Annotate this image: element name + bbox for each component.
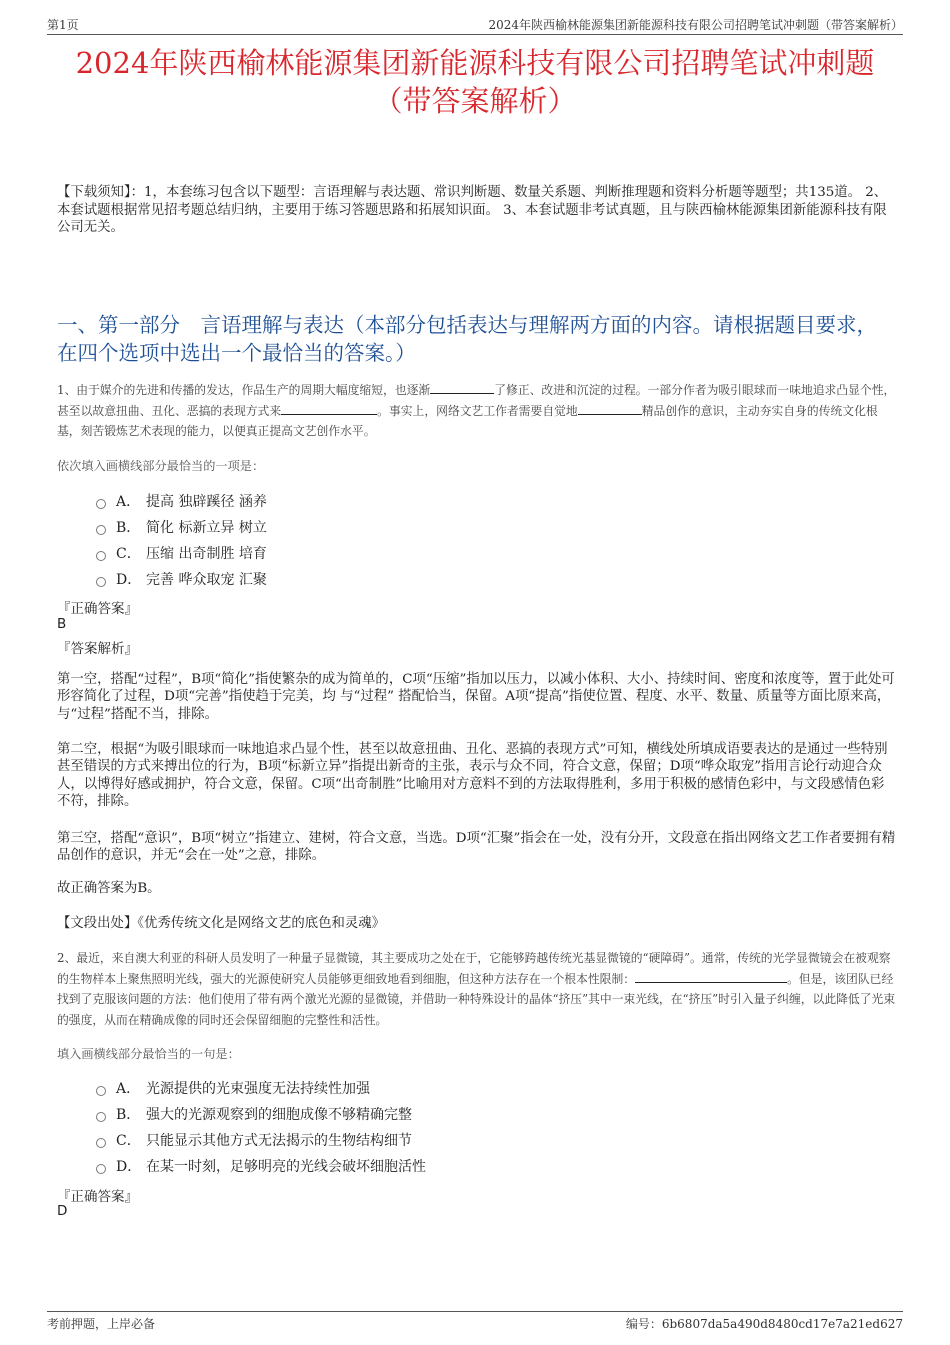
blank-q2 bbox=[635, 970, 787, 983]
radio-icon[interactable] bbox=[96, 1112, 106, 1122]
page-footer bbox=[47, 1311, 903, 1334]
option-d[interactable]: D． 在某一时刻，足够明亮的光线会破坏细胞活性 bbox=[96, 1153, 426, 1179]
option-b[interactable]: B． 强大的光源观察到的细胞成像不够精确完整 bbox=[96, 1101, 426, 1127]
question-2-text: 2、最近，来自澳大利亚的科研人员发明了一种量子显微镜，其主要成功之处在于，它能够跨越传统光基显微镜的“硬障碍”。通常，传统的光学显微镜会在被观察的生物样本上聚焦照明光线，强大的光源使研究人员能够更细致地看到细胞，但这种方法存在一个根本性限制： 。但是，该团队已经找到了克服该问题的方法：他们使用了带有两个激光光源的显微镜，并借助一种特殊设计的晶体“挤压”其中一束光线，在“挤压”时引入量子纠缠，以此降低了光束的强度，从而在精确成像的同时还会保留细胞的完整性和活性。 bbox=[57, 951, 896, 1027]
title-line-1: 2024年陕西榆林能源集团新能源科技有限公司招聘笔试冲刺题 bbox=[75, 46, 875, 80]
question-1-prompt: 依次填入画横线部分最恰当的一项是： bbox=[57, 459, 265, 473]
question-1-options bbox=[96, 488, 267, 592]
analysis-label: 『答案解析』 bbox=[57, 641, 138, 657]
option-c[interactable]: C． 只能显示其他方式无法揭示的生物结构细节 bbox=[96, 1127, 426, 1153]
section-heading: 一、第一部分 言语理解与表达（本部分包括表达与理解两方面的内容。请根据题目要求，在四个选项中选出一个最恰当的答案。） bbox=[57, 313, 877, 365]
analysis-paragraph-3: 第三空，搭配“意识”，B项“树立”指建立、建树，符合文意，当选。D项“汇聚”指会在一处，没有分开，文段意在指出网络文艺工作者要拥有精品创作的意识，并无“会在一处”之意，排除。 bbox=[57, 831, 896, 864]
answer-label: 『正确答案』 bbox=[57, 601, 138, 617]
header-doc-title: 2024年陕西榆林能源集团新能源科技有限公司招聘笔试冲刺题（带答案解析） bbox=[488, 18, 903, 32]
blank-3 bbox=[578, 402, 642, 415]
radio-icon[interactable] bbox=[96, 1086, 106, 1096]
analysis-paragraph-1: 第一空，搭配“过程”，B项“简化”指使繁杂的成为简单的，C项“压缩”指加以压力，以减小体积、大小、持续时间、密度和浓度等，置于此处可形容简化了过程，D项“完善”指使趋于完美，均 与“过程” 搭配恰当，保留。A项“提高”指使位置、程度、水平、数量、质量等方面比原来高，与“过程”搭配不当，排除。 bbox=[57, 672, 895, 722]
footer-slogan: 考前押题，上岸必备 bbox=[47, 1317, 156, 1331]
download-notice: 【下载须知】：1，本套练习包含以下题型：言语理解与表达题、常识判断题、数量关系题、判断推理题和资料分析题等题型；共135道。 2、本套试题根据常见招考题总结归纳，主要用于练习答题思路和拓展知识面。 3、本套试题非考试真题，且与陕西榆林能源集团新能源科技有限公司无关。 bbox=[57, 185, 888, 235]
analysis-conclusion: 故正确答案为B。 bbox=[57, 881, 161, 896]
answer-label: 『正确答案』 bbox=[57, 1189, 138, 1205]
blank-1 bbox=[430, 381, 494, 394]
footer-serial: 编号：6b6807da5a490d8480cd17e7a21ed627 bbox=[625, 1317, 903, 1331]
page-title bbox=[40, 44, 910, 120]
radio-icon[interactable] bbox=[96, 525, 106, 535]
radio-icon[interactable] bbox=[96, 1138, 106, 1148]
analysis-paragraph-2: 第二空，根据“为吸引眼球而一味地追求凸显个性，甚至以故意扭曲、丑化、恶搞的表现方式”可知，横线处所填成语要表达的是通过一些特别甚至错误的方式来搏出位的行为，B项“标新立异”指提出新奇的主张，表示与众不同，符合文意，保留；D项“哗众取宠”指用言论行动迎合众人，以博得好感或拥护，符合文意，保留。C项“出奇制胜”比喻用对方意料不到的方法取得胜利，多用于积极的感情色彩中，与文段感情色彩不符，排除。 bbox=[57, 742, 888, 810]
blank-2 bbox=[281, 402, 377, 415]
radio-icon[interactable] bbox=[96, 1164, 106, 1174]
page-number: 第1页 bbox=[47, 18, 79, 32]
radio-icon[interactable] bbox=[96, 551, 106, 561]
question-2-options bbox=[96, 1075, 426, 1179]
source-note: 【文段出处】《优秀传统文化是网络文艺的底色和灵魂》 bbox=[57, 916, 386, 931]
question-2-prompt: 填入画横线部分最恰当的一句是： bbox=[57, 1047, 240, 1061]
option-a[interactable]: A． 光源提供的光束强度无法持续性加强 bbox=[96, 1075, 426, 1101]
radio-icon[interactable] bbox=[96, 577, 106, 587]
radio-icon[interactable] bbox=[96, 499, 106, 509]
page-header bbox=[47, 14, 903, 35]
option-b[interactable]: B． 简化 标新立异 树立 bbox=[96, 514, 267, 540]
answer-value: B bbox=[57, 616, 67, 632]
question-1-text: 1、由于媒介的先进和传播的发达，作品生产的周期大幅度缩短，也逐渐 了修正、改进和沉淀的过程。一部分作者为吸引眼球而一味地追求凸显个性，甚至以故意扭曲、丑化、恶搞的表现方式来 。事实上，网络文艺工作者需要自觉地 精品创作的意识，主动夯实自身的传统文化根基，刻苦锻炼艺术表现的能力，以便真正提高文艺创作水平。 bbox=[57, 383, 896, 438]
option-d[interactable]: D． 完善 哗众取宠 汇聚 bbox=[96, 566, 267, 592]
title-line-2: （带答案解析） bbox=[373, 84, 577, 118]
option-c[interactable]: C． 压缩 出奇制胜 培育 bbox=[96, 540, 267, 566]
option-a[interactable]: A． 提高 独辟蹊径 涵养 bbox=[96, 488, 267, 514]
answer-value: D bbox=[57, 1203, 68, 1219]
